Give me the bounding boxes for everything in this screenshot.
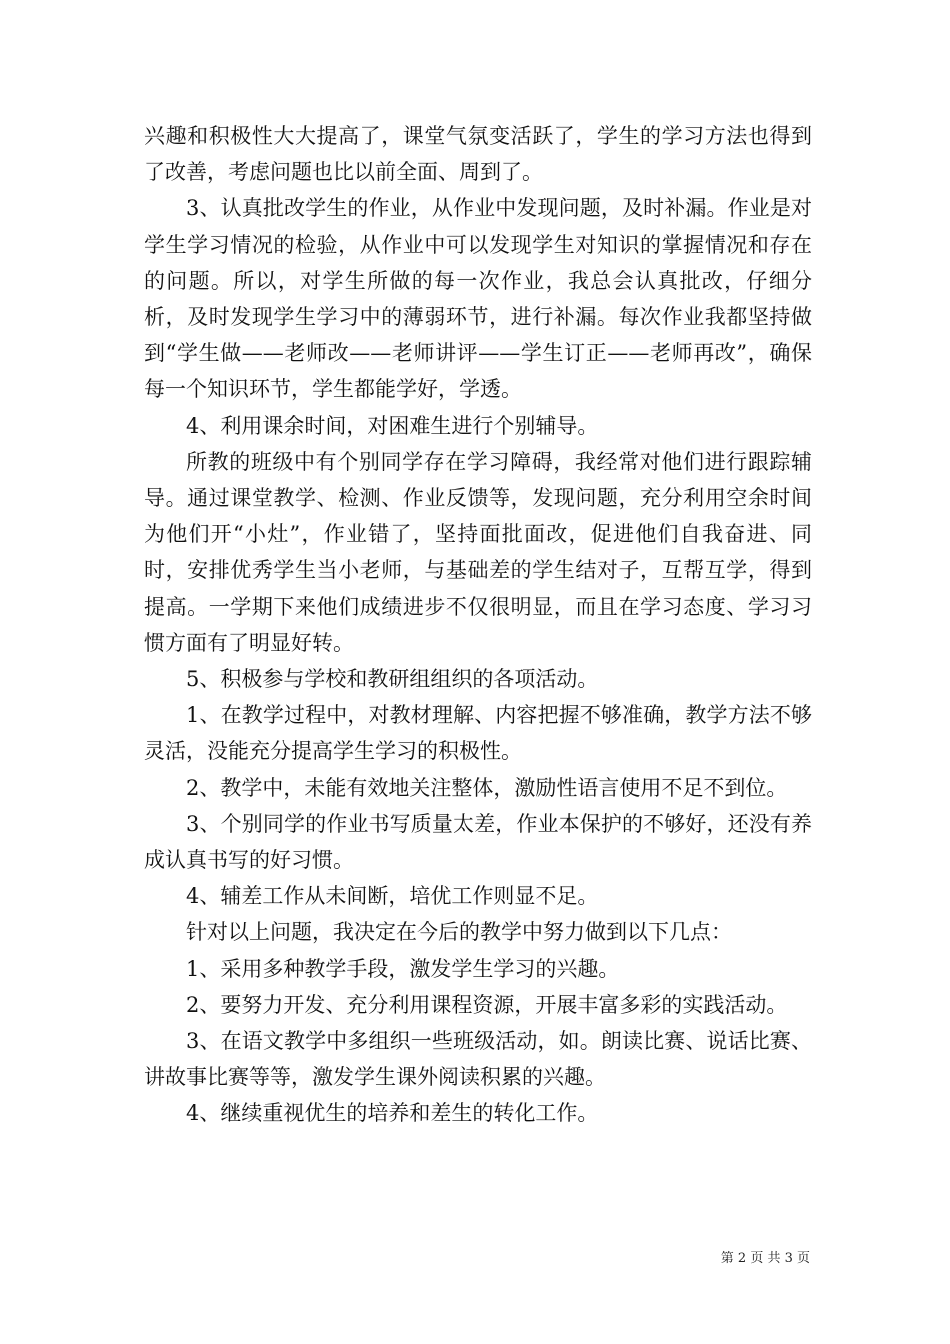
paragraph: 2、教学中，未能有效地关注整体，激励性语言使用不足不到位。 (186, 775, 788, 800)
paragraph: 所教的班级中有个别同学存在学习障碍，我经常对他们进行跟踪辅导。通过课堂教学、检测、作业反馈等，发现问题，充分利用空余时间为他们开“小灶”，作业错了，坚持面批面改，促进他们自我奋进、同时，安排优秀学生当小老师，与基础差的学生结对子，互帮互学，得到提高。一学期下来他们成绩进步不仅很明显，而且在学习态度、学习习惯方面有了明显好转。 (144, 449, 812, 655)
paragraph: 2、要努力开发、充分利用课程资源，开展丰富多彩的实践活动。 (186, 992, 788, 1017)
page-number: 第 2 页 共 3 页 (720, 1251, 810, 1266)
paragraph: 1、采用多种教学手段，激发学生学习的兴趣。 (186, 956, 620, 981)
paragraph: 兴趣和积极性大大提高了，课堂气氛变活跃了，学生的学习方法也得到了改善，考虑问题也比以前全面、周到了。 (144, 124, 812, 185)
paragraph: 4、继续重视优生的培养和差生的转化工作。 (186, 1101, 599, 1126)
paragraph: 4、利用课余时间，对困难生进行个别辅导。 (186, 413, 599, 438)
paragraph: 4、辅差工作从未间断，培优工作则显不足。 (186, 884, 599, 909)
paragraph: 3、在语文教学中多组织一些班级活动，如。朗读比赛、说话比赛、讲故事比赛等等，激发学生课外阅读积累的兴趣。 (144, 1029, 812, 1090)
paragraph: 5、积极参与学校和教研组组织的各项活动。 (186, 667, 599, 692)
paragraph: 1、在教学过程中，对教材理解、内容把握不够准确，教学方法不够灵活，没能充分提高学生学习的积极性。 (144, 703, 812, 764)
document-body (144, 118, 812, 1132)
paragraph: 3、认真批改学生的作业，从作业中发现问题，及时补漏。作业是对学生学习情况的检验，从作业中可以发现学生对知识的掌握情况和存在的问题。所以，对学生所做的每一次作业，我总会认真批改，仔细分析，及时发现学生学习中的薄弱环节，进行补漏。每次作业我都坚持做到“学生做——老师改——老师讲评——学生订正——老师再改”，确保每一个知识环节，学生都能学好，学透。 (144, 196, 812, 402)
paragraph: 针对以上问题，我决定在今后的教学中努力做到以下几点： (186, 920, 732, 945)
paragraph: 3、个别同学的作业书写质量太差，作业本保护的不够好，还没有养成认真书写的好习惯。 (144, 811, 812, 873)
